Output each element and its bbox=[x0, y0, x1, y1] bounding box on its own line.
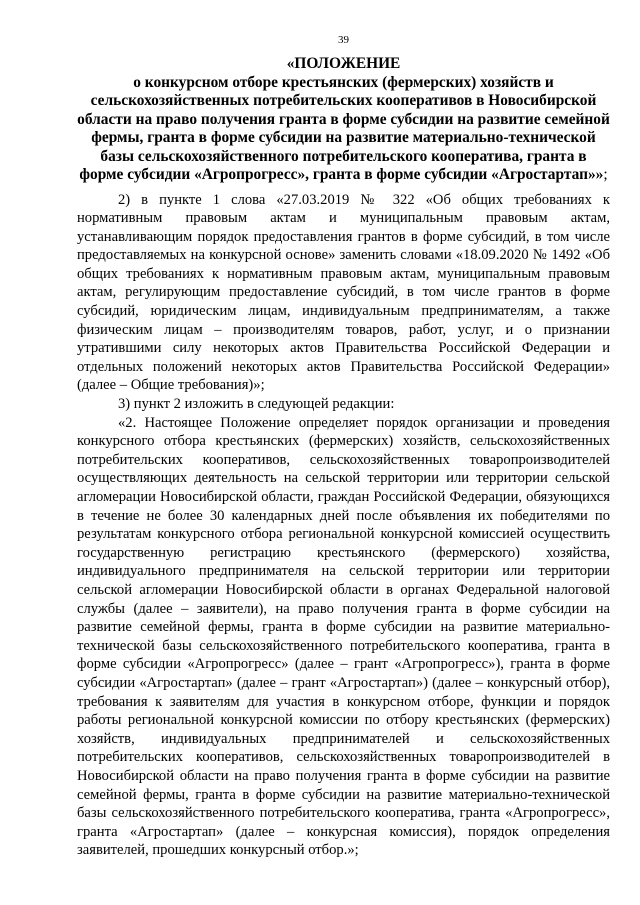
paragraph-item-3: 3) пункт 2 изложить в следующей редакции: bbox=[118, 396, 395, 413]
paragraph-clause-2: «2. Настоящее Положение определяет порядок организации и проведения конкурсного отбора крестьянских (фермерских) хозяйств, сельскохозяйственных потребительских кооперативов, сельскохозяйственных товаропроизводителей осуществляющих деятельность на сельской территории или территории сельской агломерации Новосибирской области, граждан Российской Федерации, обязующихся в течение не более 30 календарных дней после объявления их победителями по результатам конкурсного отбора региональной конкурсной комиссией осуществить государственную регистрацию крестьянского (фермерского) хозяйства, индивидуального предпринимателя на сельской территории или территории сельской агломерации Новосибирской области в органах Федеральной налоговой службы (далее – заявители), на право получения гранта в форме субсидии на развитие семейной фермы, гранта в форме субсидии на развитие материально-технической базы сельскохозяйственного потребительского кооператива, гранта в форме субсидии «Агропрогресс» (далее – грант «Агропрогресс»), гранта в форме субсидии «Агростартап» (далее – грант «Агростартап») (далее – конкурсный отбор), требования к заявителям для участия в конкурсном отборе, функции и порядок работы региональной конкурсной комиссии по отбору крестьянских (фермерских) хозяйств, индивидуальных предпринимателей и сельскохозяйственных потребительских кооперативов, сельскохозяйственных товаропроизводителей в Новосибирской области на право получения гранта в форме субсидии на развитие семейной фермы, гранта в форме субсидии на развитие материально-технической базы сельскохозяйственного потребительского кооператива, гранта «Агропрогресс», гранта «Агростартап» (далее – конкурсная комиссия), порядок определения заявителей, прошедших конкурсный отбор.»; bbox=[77, 414, 610, 859]
paragraph-item-2: 2) в пункте 1 слова «27.03.2019 № 322 «Об общих требованиях к нормативным правовым актам и муниципальным правовым актам, устанавливающим порядок предоставления грантов в форме субсидий, в том числе предоставляемых на конкурсной основе» заменить словами «18.09.2020 № 1492 «Об общих требованиях к нормативным правовым актам, муниципальным правовым актам, регулирующим предоставление субсидий, в том числе грантов в форме субсидий, юридическим лицам, индивидуальным предпринимателям, а также физическим лицам – производителям товаров, работ, услуг, и о признании утратившими силу некоторых актов Правительства Российской Федерации и отдельных положений некоторых актов Правительства Российской Федерации» (далее – Общие требования)»; bbox=[77, 191, 610, 394]
heading-subtitle bbox=[77, 74, 610, 185]
document-heading bbox=[77, 55, 610, 185]
heading-title: «ПОЛОЖЕНИЕ bbox=[286, 55, 401, 72]
page-number: 39 bbox=[338, 34, 349, 46]
heading-terminator: ; bbox=[603, 166, 608, 183]
heading-subtitle-text: о конкурсном отборе крестьянских (фермерских) хозяйств и сельскохозяйственных потребительских кооперативов в Новосибирской области на право получения гранта в форме субсидии на развитие семейной фермы, гранта в форме субсидии на развитие материально-технической базы сельскохозяйственного потребительского кооператива, гранта в форме субсидии «Агропрогресс», гранта в форме субсидии «Агростартап»» bbox=[77, 73, 610, 183]
